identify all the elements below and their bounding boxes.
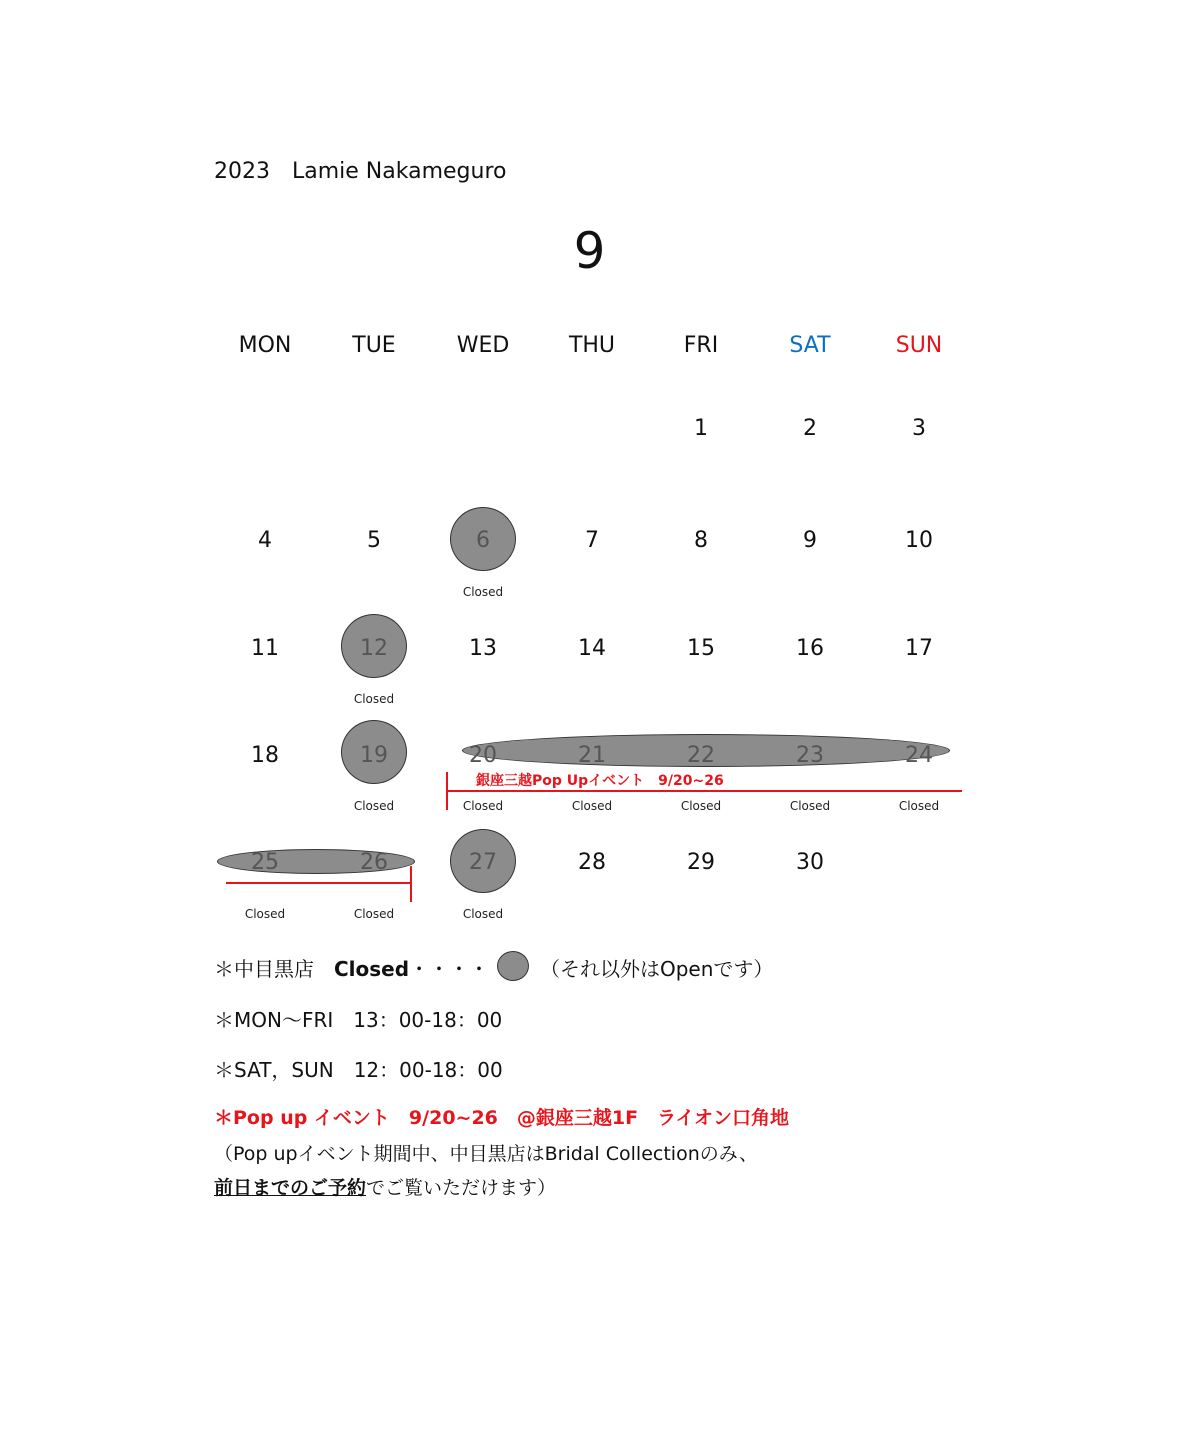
closed-label-26: Closed xyxy=(353,907,395,921)
legend-closed xyxy=(214,953,489,982)
day-4: 4 xyxy=(258,528,272,553)
legend-weekday-hours: ＊MON～FRI 13：00-18：00 xyxy=(214,1008,503,1032)
legend-closed-suffix: （それ以外はOpenです） xyxy=(540,957,774,981)
day-20: 20 xyxy=(469,743,497,768)
day-15: 15 xyxy=(687,636,715,661)
day-10: 10 xyxy=(905,528,933,553)
closed-label-27: Closed xyxy=(462,907,504,921)
day-29: 29 xyxy=(687,850,715,875)
weekday-sat: SAT xyxy=(789,333,831,358)
legend-closed-marker xyxy=(497,951,529,981)
day-5: 5 xyxy=(367,528,381,553)
event-bracket-line-continued xyxy=(226,882,412,884)
closed-label-20: Closed xyxy=(462,799,504,813)
day-25: 25 xyxy=(251,850,279,875)
weekday-mon: MON xyxy=(238,333,292,358)
weekday-tue: TUE xyxy=(352,333,396,358)
legend-closed-word: Closed xyxy=(334,957,410,981)
weekday-fri: FRI xyxy=(683,333,719,358)
day-18: 18 xyxy=(251,743,279,768)
day-17: 17 xyxy=(905,636,933,661)
day-26: 26 xyxy=(360,850,388,875)
note-line-3-rest: でご覧いただけます） xyxy=(366,1177,557,1199)
day-3: 3 xyxy=(912,416,926,441)
day-27: 27 xyxy=(469,850,497,875)
weekday-sun: SUN xyxy=(895,333,943,358)
day-24: 24 xyxy=(905,743,933,768)
day-9: 9 xyxy=(803,528,817,553)
day-13: 13 xyxy=(469,636,497,661)
day-7: 7 xyxy=(585,528,599,553)
note-popup-event: ＊Pop up イベント 9/20~26 @銀座三越1F ライオン口角地 xyxy=(214,1107,789,1129)
weekday-thu: THU xyxy=(568,333,616,358)
day-2: 2 xyxy=(803,416,817,441)
weekday-wed: WED xyxy=(456,333,510,358)
day-16: 16 xyxy=(796,636,824,661)
legend-closed-prefix: ＊中目黒店 xyxy=(214,957,334,981)
month-number: 9 xyxy=(573,222,606,280)
day-21: 21 xyxy=(578,743,606,768)
closed-label-12: Closed xyxy=(353,692,395,706)
event-bracket-line xyxy=(446,790,962,792)
closed-label-23: Closed xyxy=(789,799,831,813)
day-22: 22 xyxy=(687,743,715,768)
closed-label-21: Closed xyxy=(571,799,613,813)
day-1: 1 xyxy=(694,416,708,441)
day-23: 23 xyxy=(796,743,824,768)
closed-label-22: Closed xyxy=(680,799,722,813)
note-line-2: （Pop upイベント期間中、中目黒店はBridal Collectionのみ、 xyxy=(214,1143,758,1165)
closed-label-19: Closed xyxy=(353,799,395,813)
closed-label-24: Closed xyxy=(898,799,940,813)
calendar-title: 2023 Lamie Nakameguro xyxy=(214,159,507,184)
day-8: 8 xyxy=(694,528,708,553)
note-line-3 xyxy=(214,1173,556,1200)
day-11: 11 xyxy=(251,636,279,661)
note-reservation-emphasis: 前日までのご予約 xyxy=(214,1177,367,1199)
legend-closed-dots: ・・・・ xyxy=(409,957,490,981)
closed-label-6: Closed xyxy=(462,585,504,599)
day-14: 14 xyxy=(578,636,606,661)
day-6: 6 xyxy=(476,528,490,553)
event-bracket-end xyxy=(410,866,412,902)
popup-event-label: 銀座三越Pop Upイベント 9/20~26 xyxy=(476,773,724,789)
legend-weekend-hours: ＊SAT，SUN 12：00-18：00 xyxy=(214,1058,503,1082)
day-19: 19 xyxy=(360,743,388,768)
day-30: 30 xyxy=(796,850,824,875)
day-12: 12 xyxy=(360,636,388,661)
closed-label-25: Closed xyxy=(244,907,286,921)
day-28: 28 xyxy=(578,850,606,875)
